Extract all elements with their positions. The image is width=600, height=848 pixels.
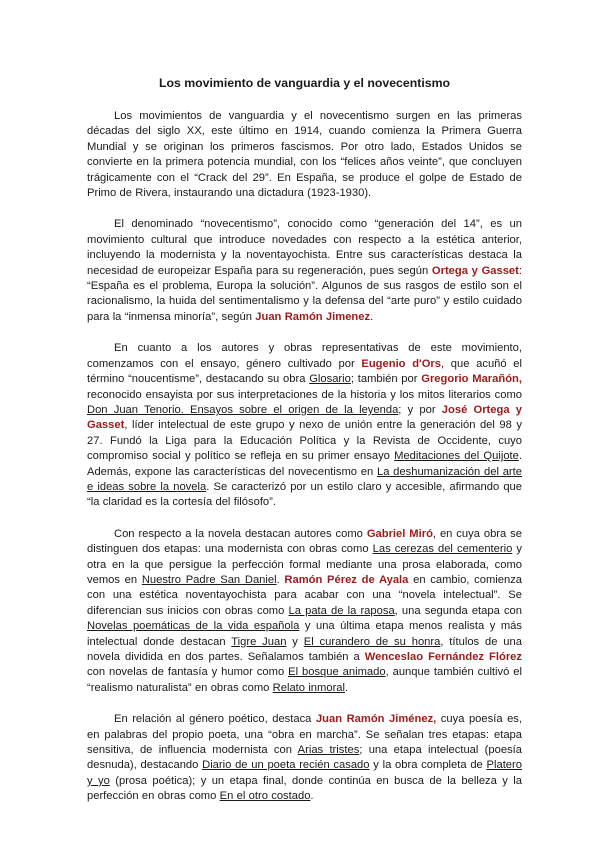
work-title: La pata de la raposa [288, 604, 395, 617]
text-run: (prosa poética); y un etapa final, donde continúa en busca de la belleza y la perfección en obras como [87, 774, 522, 803]
document-body [87, 109, 522, 805]
text-run: El denominado “novecentismo”, conocido como “generación del 14”, es un movimiento cultural que introduce novedades con respecto a la estética anterior, incluyendo la modernista y la noventayochista. Entre sus características destaca la necesidad de europeizar España para su regeneración, pues según [87, 218, 522, 277]
work-title: Las cerezas del cementerio [372, 543, 513, 556]
text-run: Con respecto a la novela destacan autores como [114, 527, 367, 540]
paragraph-2 [87, 217, 522, 325]
text-run: y la obra completa de [369, 759, 487, 772]
author-name: Ramón Pérez de Ayala [284, 573, 409, 586]
author-name: Juan Ramón Jimenez [255, 310, 371, 323]
work-title: Diario de un poeta recién casado [202, 759, 370, 772]
work-title: Nuestro Padre San Daniel [141, 573, 277, 586]
paragraph-5 [87, 712, 522, 804]
paragraph-4 [87, 527, 522, 696]
author-name: Wenceslao Fernández Flórez [364, 651, 522, 663]
work-title: Glosario [309, 373, 351, 386]
text-run: , aunque también cultivó el “realismo naturalista” en obras como [87, 666, 522, 694]
author-name: José Ortega y Gasset [87, 403, 522, 432]
text-run: En relación al género poético, destaca [114, 713, 316, 726]
text-run: ; una etapa intelectual (poesía desnuda), destacando [87, 744, 522, 772]
author-name: Gregorio Marañón, [421, 373, 522, 386]
text-run: en cambio, comienza con una estética noventayochista para acabar con una “novela intelectual”. Se diferencian sus inicios con obras como [87, 573, 523, 617]
text-run: : “España es el problema, Europa la solución”. Algunos de sus rasgos de estilo son el racionalismo, la huida del sentimentalismo y la defensa del “arte puro” y estilo cuidado para la “inmensa minoría”, según [87, 264, 522, 323]
text-run: y otra en la que persigue la perfección formal mediante una prosa elaborada, como vemos en [87, 543, 522, 586]
work-title: Meditaciones del Quijote [394, 450, 519, 463]
text-run: Los movimientos de vanguardia y el novecentismo surgen en las primeras décadas del siglo XX, este último en 1914, cuando comienza la Primera Guerra Mundial y se originan los primeros fascismos. Por otro lado, Estados Unidos se convierte en la primera potencia mundial, con los “felices años veinte”, que concluyen trágicamente con el “Crack del 29”. En España, se produce el golpe de Estado de Primo de Rivera, instaurando una dictadura (1923-1930). [87, 110, 522, 200]
text-run: En cuanto a los autores y obras representativas de este movimiento, comenzamos con el ensayo, género cultivado por [87, 342, 522, 370]
text-run: con novelas de fantasía y humor como [87, 666, 289, 679]
work-title: Tigre Juan [231, 635, 287, 648]
text-run: y [286, 635, 304, 648]
paragraph-3 [87, 341, 522, 510]
text-run: . Se caracterizó por un estilo claro y accesible, afirmando que “la claridad es la cortesía del filósofo”. [87, 480, 522, 509]
text-run: , que acuñó el término “noucentisme”, destacando su obra [87, 357, 522, 386]
work-title: Novelas poemáticas de la vida española [87, 620, 300, 633]
work-title: Arias tristes [297, 744, 360, 757]
work-title: En el otro costado [219, 790, 311, 803]
text-run: reconocido ensayista por sus interpretaciones de la historia y los mitos literarios como [87, 388, 522, 401]
author-name: Eugenio d'Ors [361, 357, 441, 370]
text-run: , líder intelectual de este grupo y nexo de unión entre la generación del 98 y 27. Fundó la Liga para la Educación Política y la Revista de Occidente, cuyo compromiso social y político se refleja en su primer ensayo [87, 419, 522, 463]
work-title: La deshumanización del arte e ideas sobre la novela [87, 465, 522, 493]
text-run: , en cuya obra se distinguen dos etapas: una modernista con obras como [87, 527, 522, 556]
work-title: El curandero de su honra [303, 635, 441, 648]
author-name: Gabriel Miró [366, 527, 433, 540]
text-run: , títulos de una novela dividida en dos partes. Señalamos también a [87, 635, 522, 663]
text-run: . [345, 681, 349, 694]
text-run: . Además, expone las características del novecentismo en [87, 450, 522, 478]
document-title: Los movimiento de vanguardia y el novecentismo [158, 76, 451, 90]
text-run: . [310, 790, 314, 803]
text-run: y una última etapa menos realista y más intelectual donde destacan [87, 620, 523, 648]
text-run: , una segunda etapa con [394, 604, 522, 617]
work-title: Relato inmoral [272, 681, 346, 694]
text-run: . [370, 310, 374, 323]
work-title: Don Juan Tenorio. Ensayos sobre el origen de la leyenda [87, 403, 399, 416]
author-name: Ortega y Gasset [431, 264, 519, 277]
paragraph-1 [87, 109, 522, 201]
work-title: Platero y yo [87, 759, 522, 787]
text-run: ; también por [350, 373, 422, 386]
text-run: cuya poesía es, en palabras del propio poeta, una “obra en marcha”. Se señalan tres etapas: etapa sensitiva, de influencia modernista con [87, 713, 523, 757]
author-name: Juan Ramón Jiménez, [315, 713, 437, 726]
work-title: El bosque animado [288, 666, 386, 679]
text-run: . [276, 573, 285, 586]
text-run: ; y por [398, 403, 442, 416]
